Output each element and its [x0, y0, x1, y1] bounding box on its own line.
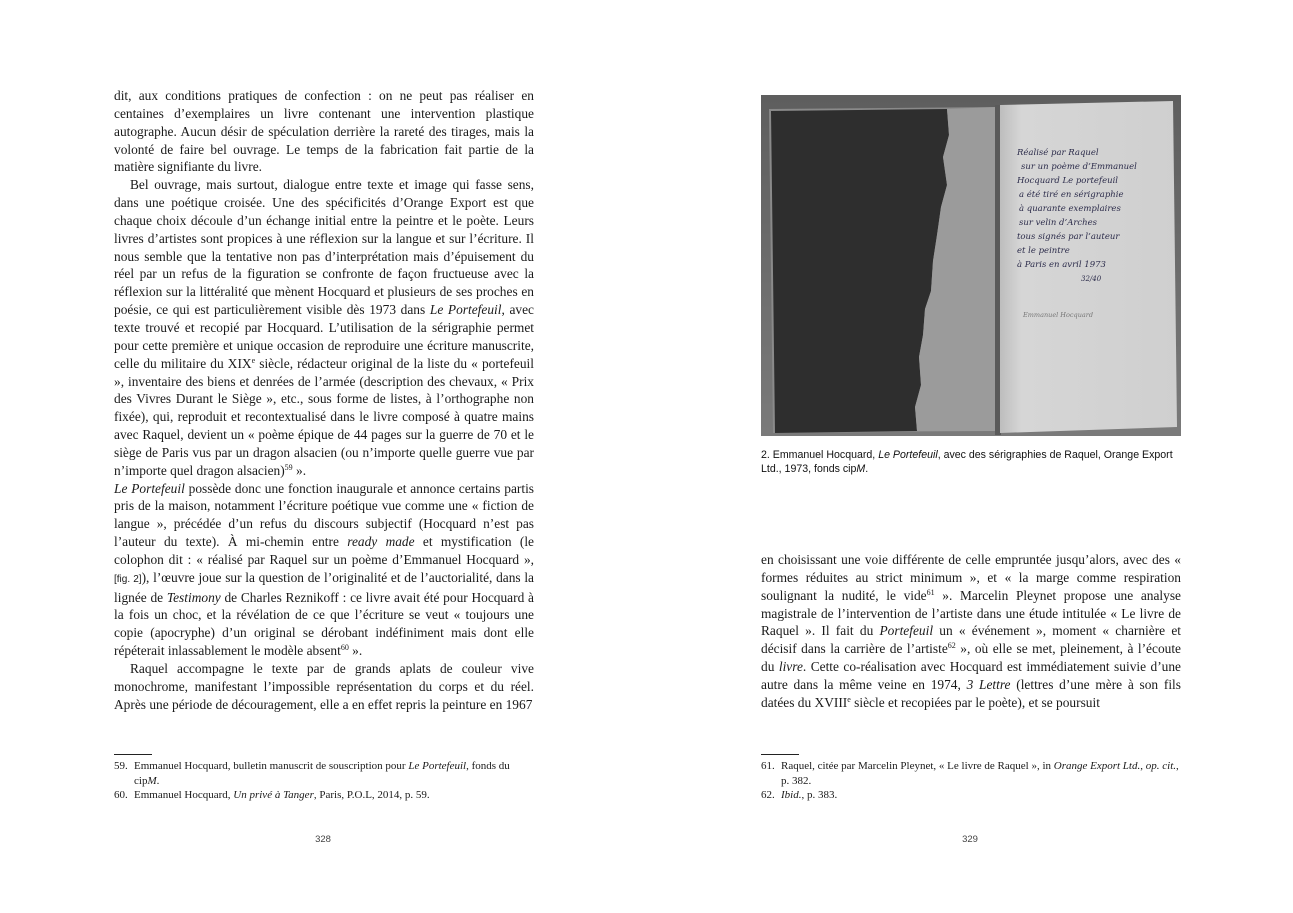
footnote-rule: [761, 754, 799, 755]
footnote-rule: [114, 754, 152, 755]
footnote-number: 60.: [114, 789, 128, 801]
figure-caption: [761, 448, 1186, 476]
book-title: Orange Export Ltd.: [1053, 760, 1141, 772]
handwriting-line: sur velin d’Arches: [1019, 218, 1098, 228]
text-run: et mystification (le colophon dit : « réalisé par Raquel sur un poème d’Emmanuel Hocquard »,: [114, 534, 534, 567]
right-page: [647, 0, 1293, 913]
text-run: Bel ouvrage, mais surtout, dialogue entre texte et image qui fasse sens, dans une poétique croisée. Une des spécificités d’Orange Export est que chaque choix découle d’un échange initial entre la peintre et le poète. Leurs livres d’artistes sont propices à une réflexion sur la langue et sur l’écriture. Il nous semble que la tentative non pas d’interprétation mais d’épuisement du réel par un refus de la figuration se confronte de façon fructueuse avec la réflexion sur la littéralité que mènent Hocquard et plusieurs de ses proches en poésie, ce qui est particulièrement visible dès 1973 dans: [114, 177, 534, 318]
book-title: Un privé à Tanger: [233, 789, 314, 801]
text-run: , Paris, P.O.L, 2014, p. 59.: [313, 789, 430, 801]
paragraph: [761, 551, 1181, 712]
book-title: Le Portefeuil: [408, 760, 467, 772]
text-run: siècle et recopiées par le poète), et se poursuit: [850, 694, 1100, 710]
text-run: ».: [348, 643, 363, 659]
book-title: Le Portefeuil: [114, 480, 185, 496]
figure-ref[interactable]: [fig. 2]: [114, 573, 142, 585]
footnote-ref[interactable]: 60: [340, 643, 349, 653]
handwriting-line: à Paris en avril 1973: [1017, 260, 1106, 270]
paragraph: [114, 660, 534, 714]
signature: Emmanuel Hocquard: [1023, 311, 1094, 319]
text-run: ,: [1140, 760, 1143, 772]
text-run: Raquel accompagne le texte par de grands aplats de couleur vive monochrome, manifestant l’impossible représentation du corps et du réel. Après une période de découragement, elle a en effet repris la peinture en 1967: [114, 661, 534, 712]
text-run: .: [156, 774, 160, 787]
superscript: e: [251, 355, 256, 365]
footnote-ref[interactable]: 61: [926, 587, 935, 597]
handwriting-line: tous signés par l’auteur: [1017, 232, 1120, 242]
text-italic: M: [147, 774, 157, 787]
footnote-number: 59.: [114, 760, 128, 772]
text-run: de Charles Reznikoff : ce livre avait été pour Hocquard à la fois un choc, et la révélation de ce que l’écriture se veut « toujours une copie (apocryphe) d’un original se dérobant indéfiniment mais dont elle répéterait inlassablement le modèle absent: [114, 589, 534, 659]
caption-text: .: [865, 463, 869, 475]
figure-photo: [761, 95, 1181, 436]
text-italic: op. cit.: [1145, 760, 1176, 772]
footnote: [114, 788, 534, 803]
text-run: , fonds du cip: [134, 760, 510, 787]
superscript: e: [847, 694, 851, 704]
text-run: en choisissant une voie différente de celle empruntée jusqu’alors, avec des « formes réduites au strict minimum », et « la marge comme respiration soulignant la nudité, le vide: [761, 552, 1181, 603]
right-body-text: [761, 551, 1181, 712]
text-run: siècle, rédacteur original de la liste du « portefeuil », inventaire des biens et denrées de l’armée (description des chevaux, « Prix des Vivres Durant le Siège », etc., sous forme de listes, à l’orthographe non fixée), qui, reproduit et recontextualisé dans le livre composé à quatre mains avec Raquel, devient un « poème épique de 44 pages sur la guerre de 70 et le siège de Paris vus par un dragon alsacien (ou n’importe quelle guerre vue par n’importe quel dragon alsacien): [114, 355, 534, 478]
page-number: 328: [315, 834, 331, 845]
handwriting-line: à quarante exemplaires: [1019, 204, 1121, 214]
handwriting-line: Réalisé par Raquel: [1017, 148, 1099, 158]
text-run: , avec texte trouvé et recopié par Hocquard. L’utilisation de la sérigraphie permet pour cette première et unique occasion de reproduire une écriture manuscrite, celle du militaire du XIX: [114, 302, 534, 371]
text-run: ), l’œuvre joue sur la question de l’originalité et de l’auctorialité, dans la lignée de: [114, 569, 534, 605]
handwriting-line: Hocquard Le portefeuil: [1017, 176, 1119, 186]
left-body-text: [114, 87, 534, 714]
footnote-number: 61.: [761, 760, 775, 772]
footnotes: [761, 759, 1181, 803]
caption-text: , avec des sérigraphies de Raquel, Orange Export Ltd., 1973, fonds cip: [761, 449, 1173, 475]
edition-number: 32/40: [1081, 275, 1102, 283]
book-title: Le Portefeuil: [429, 302, 502, 318]
text-run: Emmanuel Hocquard,: [134, 789, 231, 801]
footnote-number: 62.: [761, 789, 775, 801]
book-title: Testimony: [166, 589, 221, 605]
text-run: , p. 382.: [781, 760, 1179, 787]
paragraph: [114, 176, 534, 660]
book-title: 3 Lettre: [966, 676, 1011, 692]
footnote: [114, 759, 534, 788]
caption-text: 2. Emmanuel Hocquard,: [761, 449, 876, 461]
left-page: [0, 0, 646, 913]
text-run: », où elle se met, pleinement, à l’écoute du: [761, 641, 1181, 675]
book-title: Portefeuil: [879, 623, 934, 639]
footnote-ref[interactable]: 62: [947, 641, 956, 651]
footnotes: [114, 759, 534, 803]
handwriting-line: et le peintre: [1017, 246, 1070, 256]
footnote: [761, 759, 1181, 788]
page-number: 329: [962, 834, 978, 845]
footnote: [761, 788, 1181, 803]
text-run: (lettres d’une mère à son fils datées du XVIII: [761, 676, 1181, 710]
text-run: Raquel, citée par Marcelin Pleynet, « Le livre de Raquel », in: [781, 760, 1052, 772]
handwriting-line: a été tiré en sérigraphie: [1019, 190, 1124, 200]
handwriting-line: sur un poème d’Emmanuel: [1021, 162, 1137, 172]
text-run: , p. 383.: [801, 789, 838, 801]
caption-title: Le Portefeuil: [878, 449, 938, 461]
text-run: dit, aux conditions pratiques de confection : on ne peut pas réaliser en centaines d’exemplaires un livre contenant une intervention plastique autographe. Aucun désir de spéculation derrière la rareté des tirages, mais la volonté de faire bel ouvrage. Le temps de la fabrication fait partie de la matière signifiante du livre.: [114, 88, 534, 175]
text-run: possède donc une fonction inaugurale et annonce certains partis pris de la maison, notamment l’écriture poétique vue comme une « fiction de langue », précédée d’un refus du discours subjectif (Hocquard n’est pas l’auteur du texte). À mi-chemin entre: [114, 480, 534, 550]
text-run: . Cette co-réalisation avec Hocquard est immédiatement suivie d’une autre dans la même veine en 1974,: [761, 659, 1181, 692]
text-run: Emmanuel Hocquard, bulletin manuscrit de souscription pour: [134, 760, 406, 772]
footnote-ref[interactable]: 59: [284, 462, 293, 472]
text-run: un « événement », moment « charnière et décisif dans la carrière de l’artiste: [761, 623, 1181, 657]
caption-italic: M: [856, 463, 866, 475]
term-italic: ready made: [347, 534, 415, 550]
text-run: ». Marcelin Pleynet propose une analyse magistrale de l’intervention de l’artiste dans une étude intitulée « Le livre de Raquel ». Il fait du: [761, 587, 1181, 639]
paragraph: [114, 87, 534, 176]
book-photograph: [761, 95, 1181, 436]
text-italic: Ibid.: [781, 789, 802, 801]
term-italic: livre: [778, 659, 803, 675]
text-run: ».: [292, 462, 307, 478]
